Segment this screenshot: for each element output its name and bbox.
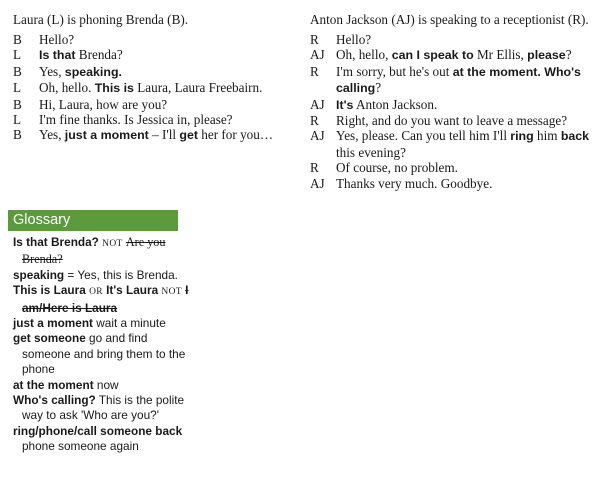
glossary-entry <box>13 331 193 377</box>
dialogue-line <box>310 47 595 63</box>
glossary-definition: now <box>93 377 119 392</box>
glossary-term: just a moment <box>13 316 93 331</box>
dialogue-fragment: Laura, Laura Freebairn. <box>133 80 263 96</box>
glossary-marker: OR <box>89 287 103 298</box>
speaker-label: L <box>13 112 22 128</box>
dialogue-fragment: this evening? <box>336 144 406 160</box>
dialogue-line <box>13 64 298 80</box>
dialogue-right-intro: Anton Jackson (AJ) is speaking to a receptionist (R). <box>310 12 589 27</box>
dialogue-text <box>336 97 595 113</box>
speaker-label: R <box>310 32 319 47</box>
key-phrase: just a moment <box>64 128 149 143</box>
dialogue-text <box>336 160 595 175</box>
dialogue-fragment: Hello? <box>336 32 372 47</box>
glossary-term: at the moment <box>13 377 94 392</box>
glossary-term: It's Laura <box>106 283 159 298</box>
dialogue-text <box>336 64 595 97</box>
dialogue-fragment: her for you… <box>197 127 274 143</box>
glossary-definition: phone someone again <box>22 439 139 454</box>
glossary-entry <box>13 268 193 283</box>
dialogue-fragment: ? <box>565 47 572 63</box>
glossary-term: ring/phone/call someone back <box>13 423 183 438</box>
dialogue-line <box>310 64 595 97</box>
dialogue-line <box>13 112 298 127</box>
glossary-entry <box>13 283 193 316</box>
dialogue-text <box>39 112 298 127</box>
dialogue-line <box>310 113 595 128</box>
glossary-marker: NOT <box>102 239 123 249</box>
dialogue-text <box>39 64 298 80</box>
speaker-label: AJ <box>310 47 325 63</box>
dialogue-fragment: – I'll <box>148 127 180 143</box>
dialogue-line <box>13 97 298 112</box>
dialogue-fragment: ? <box>375 80 382 96</box>
key-phrase: It's <box>336 97 354 112</box>
dialogue-fragment: I'm fine thanks. Is Jessica in, please? <box>39 112 233 128</box>
dialogue-left-intro: Laura (L) is phoning Brenda (B). <box>13 12 189 27</box>
dialogue-left <box>13 12 298 144</box>
dialogue-text <box>336 47 595 63</box>
dialogue-line <box>13 32 298 47</box>
dialogue-fragment: Oh, hello. <box>39 80 95 96</box>
glossary-entry <box>13 235 193 268</box>
glossary-header: Glossary <box>8 210 178 231</box>
glossary-entry <box>13 316 193 331</box>
dialogue-text <box>39 47 298 63</box>
dialogue-line <box>13 47 298 63</box>
speaker-label: B <box>13 127 22 143</box>
glossary-entry <box>13 393 193 424</box>
dialogue-fragment: Oh, hello, <box>336 47 392 63</box>
dialogue-fragment: Right, and do you want to leave a message? <box>336 113 568 129</box>
dialogue-right-lines <box>310 32 595 191</box>
glossary-term: get someone <box>13 331 86 346</box>
dialogue-fragment: Yes, please. Can you tell him I'll <box>336 128 511 144</box>
dialogue-line <box>310 128 595 160</box>
dialogue-fragment: Mr Ellis, <box>473 47 528 63</box>
glossary-incorrect: I am/Here is Laura <box>22 283 189 315</box>
dialogue-text <box>39 32 298 47</box>
key-phrase: speaking. <box>64 64 122 79</box>
speaker-label: L <box>13 47 22 63</box>
key-phrase: please <box>527 48 566 63</box>
glossary-term: Is that Brenda? <box>13 235 99 249</box>
dialogue-text <box>39 127 298 143</box>
glossary-body <box>13 235 193 455</box>
speaker-label: R <box>310 63 319 79</box>
glossary-definition: This is the polite way to ask 'Who are you?' <box>22 393 185 423</box>
key-phrase: at the moment. Who's calling <box>336 64 581 96</box>
glossary-definition: = Yes, this is Brenda. <box>64 267 178 282</box>
dialogue-line <box>310 32 595 47</box>
dialogue-line <box>310 160 595 175</box>
dialogue-fragment: I'm sorry, but he's out <box>336 63 453 79</box>
speaker-label: L <box>13 80 22 96</box>
dialogue-left-lines <box>13 32 298 144</box>
dialogue-text <box>39 80 298 96</box>
glossary-marker: NOT <box>161 287 182 298</box>
dialogue-fragment: Thanks very much. Goodbye. <box>336 175 493 191</box>
glossary-term: speaking <box>13 267 65 282</box>
dialogue-fragment: Brenda? <box>75 47 123 63</box>
key-phrase: back <box>560 129 590 144</box>
glossary-entry <box>13 378 193 393</box>
speaker-label: B <box>13 96 22 112</box>
key-phrase: ring <box>510 129 534 144</box>
speaker-label: AJ <box>310 128 325 144</box>
key-phrase: This is <box>94 81 134 96</box>
glossary-definition: wait a minute <box>92 316 166 331</box>
dialogue-line <box>310 176 595 191</box>
dialogue-text <box>39 97 298 112</box>
dialogue-fragment: him <box>533 128 561 144</box>
dialogue-text <box>336 176 595 191</box>
dialogue-fragment: Anton Jackson. <box>353 96 438 112</box>
speaker-label: B <box>13 32 22 47</box>
speaker-label: R <box>310 113 319 129</box>
dialogue-line <box>13 127 298 143</box>
key-phrase: can I speak to <box>391 48 474 63</box>
speaker-label: R <box>310 160 319 176</box>
glossary-term: Who's calling? <box>13 393 96 408</box>
glossary-term: This is Laura <box>13 283 86 298</box>
glossary-incorrect: Are you Brenda? <box>22 235 166 267</box>
key-phrase: get <box>179 128 198 143</box>
speaker-label: AJ <box>310 175 325 191</box>
dialogue-right <box>310 12 595 191</box>
dialogue-fragment: Hello? <box>39 32 75 47</box>
dialogue-line <box>13 80 298 96</box>
speaker-label: B <box>13 63 22 79</box>
dialogue-fragment: Yes, <box>39 63 65 79</box>
dialogue-fragment: Hi, Laura, how are you? <box>39 96 168 112</box>
dialogue-fragment: Of course, no problem. <box>336 160 458 176</box>
key-phrase: Is that <box>39 48 76 63</box>
dialogue-text <box>336 32 595 47</box>
glossary-definition: go and find someone and bring them to the phone <box>22 331 186 377</box>
dialogue-text <box>336 128 595 160</box>
glossary-entry <box>13 424 193 455</box>
dialogue-fragment: Yes, <box>39 127 65 143</box>
speaker-label: AJ <box>310 96 325 112</box>
dialogue-line <box>310 97 595 113</box>
dialogue-text <box>336 113 595 128</box>
